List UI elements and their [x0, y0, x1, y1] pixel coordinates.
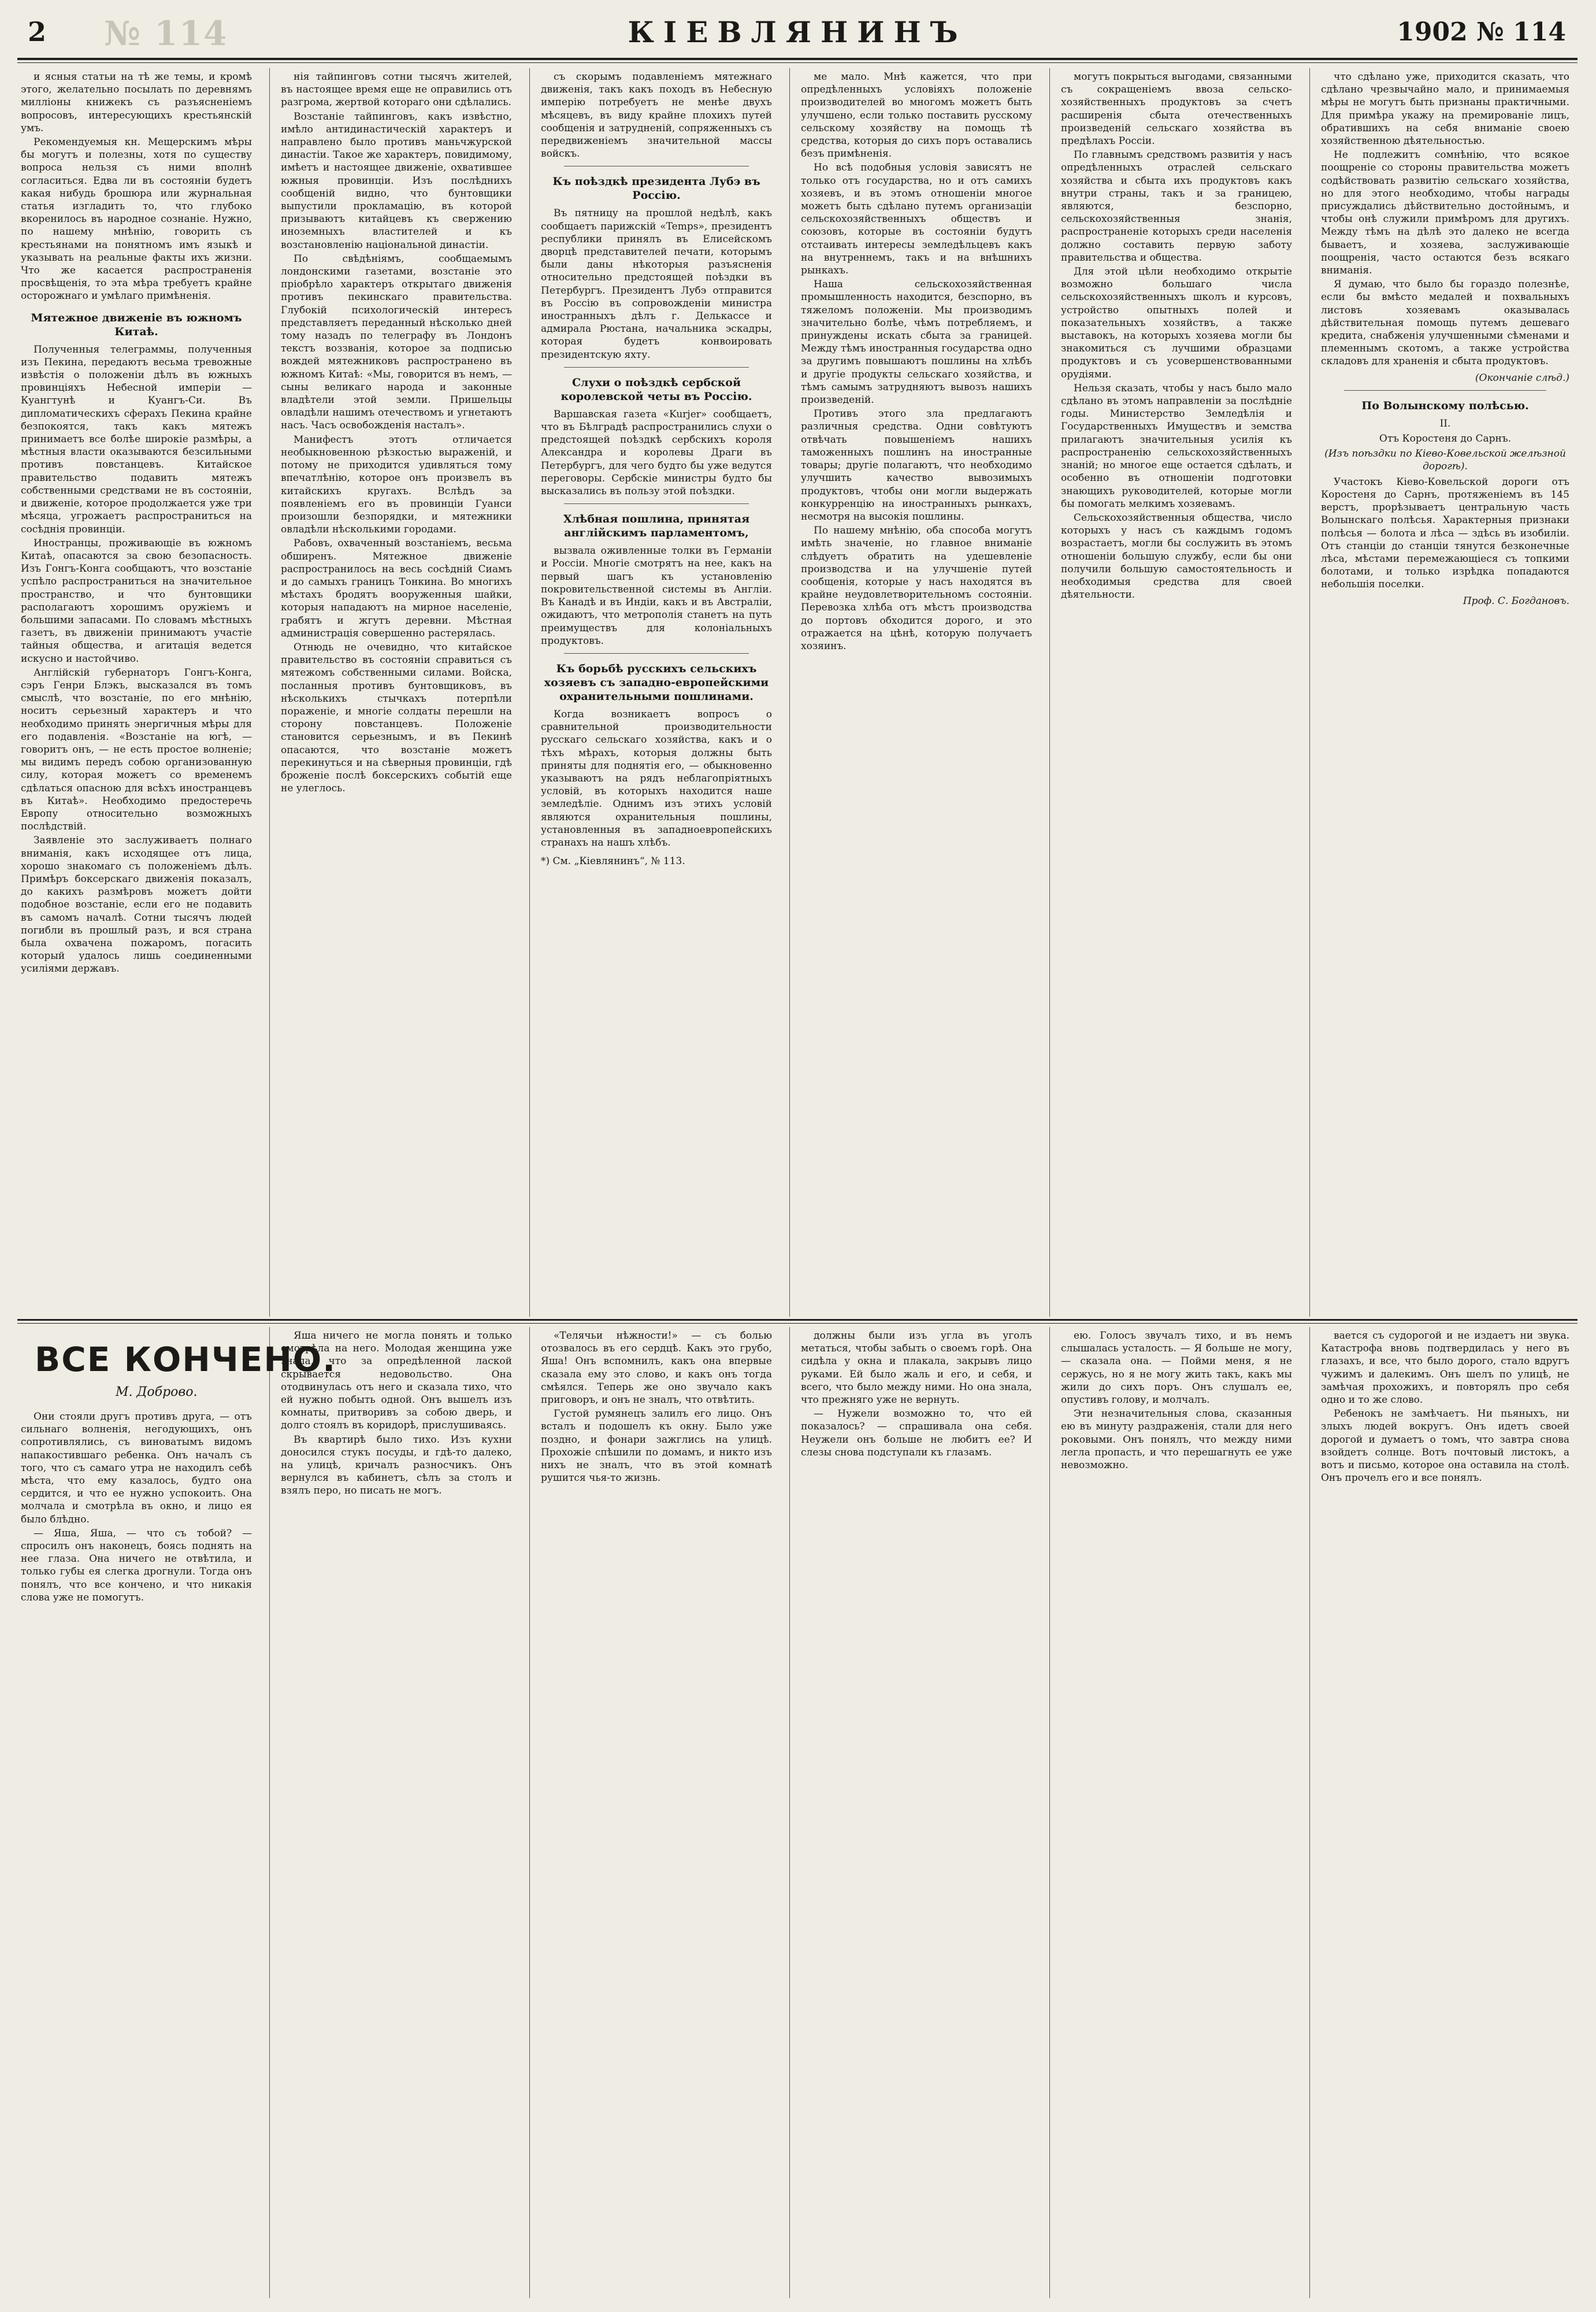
masthead-rule-thin [17, 62, 1578, 63]
column-rule [1309, 68, 1310, 1317]
page-number: 2 [28, 16, 47, 47]
section-separator [1344, 390, 1546, 391]
feuilleton-rule-thin [17, 1323, 1578, 1324]
paragraph: ме мало. Мнѣ кажется, что при опредѣленныхъ условіяхъ положеніе производителей во многомъ можетъ быть улучшено, если только поставить русскому сельскому хозяйству на помощь тѣ средства, которыя до сихъ поръ оставались безъ примѣненія. [801, 71, 1032, 160]
column-6 [1321, 71, 1569, 1307]
feuilleton-column-4 [801, 1329, 1032, 2289]
masthead [17, 10, 1578, 58]
column-rule [269, 68, 270, 1317]
paragraph: Яша ничего не могла понять и только смотрѣла на него. Молодая женщина уже знала, что за опредѣленной лаской скрывается недовольство. Она отодвинулась отъ него и сказала тихо, что ей нужно побыть одной. Онъ вышелъ изъ комнаты, притворивъ за собою дверь, и долго стоялъ въ коридорѣ, прислушиваясь. [281, 1330, 512, 1432]
paragraph: вызвала оживленные толки въ Германіи и Россіи. Многіе смотрятъ на нее, какъ на первый шагъ къ установленію покровительственной системы въ Англіи. Въ Канадѣ и въ Индіи, какъ и въ Австраліи, ожидаютъ, что метрополія станетъ на путь преимуществъ для колоніальныхъ продуктовъ. [541, 545, 772, 647]
feuilleton-column-2 [281, 1329, 512, 2289]
paragraph: ею. Голосъ звучалъ тихо, и въ немъ слышалась усталость. — Я больше не могу, — сказала она. — Пойми меня, я не сержусь, но я не могу жить такъ, какъ мы жили до сихъ поръ. Онъ слушалъ ее, опустивъ голову, и молчалъ. [1061, 1330, 1292, 1406]
paragraph: Участокъ Кіево-Ковельской дороги отъ Коростеня до Сарнъ, протяженіемъ въ 145 верстъ, прорѣзываетъ центральную часть Волынскаго полѣсья. Характерныя признаки полѣсья — болота и лѣса — здѣсь въ изобиліи. Отъ станціи до станціи тянутся безконечные лѣса, мѣстами перемежающіеся съ топкими болотами, и только изрѣдка попадаются небольшія поселки. [1321, 476, 1569, 591]
section-separator [564, 503, 749, 504]
issue-number: 1902 № 114 [1397, 17, 1566, 47]
section-separator [564, 653, 749, 654]
paragraph: что сдѣлано уже, приходится сказать, что сдѣлано чрезвычайно мало, и принимаемыя мѣры не могутъ быть признаны практичными. Для примѣра укажу на премированіе лицъ, обратившихъ на себя вниманіе своею хозяйственною дѣятельностью. [1321, 71, 1569, 147]
feuilleton-column-6 [1321, 1329, 1569, 2289]
article-subheading-note: (Изъ поѣздки по Кіево-Ковельской желѣзной дорогѣ). [1324, 448, 1566, 473]
feuilleton-author: М. Доброво. [116, 1385, 198, 1399]
paragraph: Англійскій губернаторъ Гонгъ-Конга, сэръ Генри Блэкъ, высказался въ томъ смыслѣ, что возстаніе, по его мнѣнію, носитъ серьезный характеръ и что необходимо принять энергичныя мѣры для его подавленія. «Возстаніе на югѣ, — говоритъ онъ, — не есть простое волненіе; мы видимъ передъ собою организованную силу, которая можетъ со временемъ сдѣлаться опасною для всѣхъ иностранцевъ въ Китаѣ». Необходимо предостеречь Европу относительно возможныхъ послѣдствій. [21, 666, 252, 833]
paragraph: По нашему мнѣнію, оба способа могутъ имѣть значеніе, но главное вниманіе слѣдуетъ обратить на удешевленіе производства и на улучшеніе путей сообщенія, которые у насъ находятся въ крайне неудовлетворительномъ состояніи. Перевозка хлѣба отъ мѣстъ производства до портовъ обходится дорого, и это отражается на цѣнѣ, которую получаетъ хозяинъ. [801, 525, 1032, 652]
paragraph: могутъ покрыться выгодами, связанными съ сокращеніемъ ввоза сельско-хозяйственныхъ продуктовъ за счетъ расширенія сбыта отечественныхъ произведеній сельскаго хозяйства въ предѣлахъ Россіи. [1061, 71, 1292, 147]
masthead-rule [17, 58, 1578, 60]
paragraph: Противъ этого зла предлагаютъ различныя средства. Одни совѣтуютъ отвѣчать повышеніемъ нашихъ таможенныхъ пошлинъ на иностранные товары; другіе полагаютъ, что необходимо улучшить качество вывозимыхъ продуктовъ, чтобы они могли выдержать конкурренцію на иностранныхъ рынкахъ, несмотря на высокія пошлины. [801, 408, 1032, 523]
paragraph: — Яша, Яша, — что съ тобой? — спросилъ онъ наконецъ, боясь поднять на нее глаза. Она ничего не отвѣтила, и только губы ея слегка дрогнули. Тогда онъ понялъ, что все кончено, и что никакія слова уже не помогутъ. [21, 1527, 252, 1603]
paragraph: Отнюдь не очевидно, что китайское правительство въ состояніи справиться съ мятежомъ собственными силами. Войска, посланныя противъ бунтовщиковъ, въ нѣсколькихъ стычкахъ потерпѣли пораженіе, и многіе солдаты перешли на сторону повстанцевъ. Положеніе становится серьезнымъ, и въ Пекинѣ опасаются, что возстаніе можетъ перекинуться и на сѣверныя провинціи, гдѣ броженіе послѣ боксерскихъ событій еще не улеглось. [281, 641, 512, 795]
column-rule [1049, 68, 1050, 1317]
column-rule [269, 1327, 270, 2298]
paragraph: Рабовъ, охваченный возстаніемъ, весьма обширенъ. Мятежное движеніе распространилось на весь соcѣдній Сиамъ и до самыхъ границъ Тонкина. Во многихъ мѣстахъ бродятъ вооруженныя шайки, которыя нападаютъ на мирное населеніе, грабятъ и жгутъ деревни. Мѣстная администрація совершенно растерялась. [281, 538, 512, 639]
article-subheading: Отъ Коростеня до Сарнъ. [1379, 433, 1512, 445]
footnote: *) См. „Кіевлянинъ“, № 113. [541, 855, 685, 868]
column-rule [1309, 1327, 1310, 2298]
section-separator [564, 367, 749, 368]
paragraph: Въ пятницу на прошлой недѣлѣ, какъ сообщаетъ парижскій «Temps», президентъ республики принялъ въ Елисейскомъ дворцѣ представителей печати, которымъ были даны нѣкоторыя разъясненія относительно предстоящей поѣздки въ Петербургъ. Президентъ Лубэ отправится въ Россію въ сопровожденіи министра иностранныхъ дѣлъ г. Делькассе и адмирала Рюстана, начальника эскадры, которая будетъ конвоировать президентскую яхту. [541, 208, 772, 361]
article-heading-china: Мятежное движеніе въ южномъ Китаѣ. [31, 311, 242, 338]
column-4 [801, 71, 1032, 1307]
feuilleton-column-1 [21, 1410, 252, 2289]
article-heading-serbia: Слухи о поѣздкѣ сербской королевской четы въ Россію. [561, 376, 752, 403]
paragraph: Я думаю, что было бы гораздо полезнѣе, если бы вмѣсто медалей и похвальныхъ листовъ хозяевамъ оказывалась дѣйствительная помощь путемъ дешеваго кредита, снабженія улучшенными сѣменами и племеннымъ скотомъ, а также устройства складовъ для храненія и сбыта продуктовъ. [1321, 279, 1569, 368]
paragraph: Въ квартирѣ было тихо. Изъ кухни доносился стукъ посуды, и гдѣ-то далеко, на улицѣ, кричалъ разносчикъ. Онъ вернулся въ кабинетъ, сѣлъ за столъ и взялъ перо, но писать не могъ. [281, 1433, 512, 1497]
paragraph: Сельскохозяйственныя общества, число которыхъ у насъ съ каждымъ годомъ возрастаетъ, могли бы сослужить въ этомъ отношеніи большую службу, если бы они получили большую самостоятельность и необходимыя средства для своей дѣятельности. [1061, 512, 1292, 601]
paragraph: — Нужели возможно то, что ей показалось? — спрашивала она себя. Неужели онъ больше не любитъ ее? И слезы снова подступали къ глазамъ. [801, 1408, 1032, 1458]
paragraph: вается съ судорогой и не издаетъ ни звука. Катастрофа вновь подтвердилась у него въ глазахъ, и все, что было дорого, стало вдругъ чужимъ и далекимъ. Онъ шелъ по улицѣ, не замѣчая прохожихъ, и повторялъ про себя одно и то же слово. [1321, 1330, 1569, 1406]
paragraph: Нельзя сказать, чтобы у насъ было мало сдѣлано въ этомъ направленіи за послѣдніе годы. Министерство Земледѣлія и Государственныхъ Имуществъ и земства прилагаютъ значительныя усилія къ распространенію сельскохозяйственныхъ знаній; но многое еще остается сдѣлать, и особенно въ отношеніи подготовки знающихъ руководителей, которые могли бы помогать мелкимъ хозяевамъ. [1061, 382, 1292, 510]
column-rule [529, 68, 530, 1317]
paragraph: Но всѣ подобныя условія зависятъ не только отъ государства, но и отъ самихъ хозяевъ, и въ этомъ отношеніи многое можетъ быть сдѣлано путемъ организаціи сельскохозяйственныхъ обществъ и союзовъ, которые въ состояніи будутъ отстаивать интересы земледѣльцевъ какъ на внутреннемъ, такъ и на внѣшнихъ рынкахъ. [801, 162, 1032, 277]
paragraph: Ребенокъ не замѣчаетъ. Ни пьяныхъ, ни злыхъ людей вокругъ. Онъ идетъ своей дорогой и думаетъ о томъ, что завтра снова взойдетъ солнце. Вотъ почтовый листокъ, а вотъ и письмо, которое она оставила на столѣ. Онъ прочелъ его и все понялъ. [1321, 1408, 1569, 1484]
column-2 [281, 71, 512, 1307]
column-rule [789, 68, 790, 1317]
paragraph: Заявленіе это заслуживаетъ полнаго вниманія, какъ исходящее отъ лица, хорошо знакомаго съ положеніемъ дѣлъ. Примѣръ боксерскаго движенія показалъ, до какихъ размѣровъ можетъ дойти подобное возстаніе, если его не подавить въ самомъ началѣ. Сотни тысячъ людей погибли въ прошлый разъ, и вся страна была охвачена пожаромъ, погасить который удалось лишь соединенными усиліями державъ. [21, 835, 252, 975]
paper-title: КІЕВЛЯНИНЪ [628, 15, 967, 49]
paragraph: Для этой цѣли необходимо открытіе возможно большаго числа сельскохозяйственныхъ школъ и курсовъ, устройство опытныхъ полей и показательныхъ хозяйствъ, а также выставокъ, на которыхъ хозяева могли бы знакомиться съ лучшими образцами продуктовъ и съ усовершенствованными орудіями. [1061, 266, 1292, 380]
paragraph: Манифестъ этотъ отличается необыкновенною рѣзкостью выраженій, и потому не приходится удивляться тому впечатлѣнію, которое онъ произвелъ въ китайскихъ кругахъ. Вслѣдъ за появленіемъ его въ провинціи Гуанси произошли безпорядки, и мятежники овладѣли нѣсколькими городами. [281, 433, 512, 536]
column-3 [541, 71, 772, 1307]
ghost-issue-number: № 114 [104, 14, 228, 53]
column-rule [529, 1327, 530, 2298]
article-heading-volyn: По Волынскому полѣсью. [1361, 399, 1529, 412]
paragraph: Наша сельскохозяйственная промышленность находится, безспорно, въ тяжеломъ положеніи. Мы производимъ значительно болѣе, чѣмъ потребляемъ, и принуждены искать сбыта за границей. Между тѣмъ иностранныя государства одно за другимъ повышаютъ пошлины на хлѣбъ и другіе продукты сельскаго хозяйства, и тѣмъ самымъ затрудняютъ вывозъ нашихъ произведеній. [801, 279, 1032, 406]
paragraph: должны были изъ угла въ уголъ метаться, чтобы забыть о своемъ горѣ. Она сидѣла у окна и плакала, закрывъ лицо руками. Ей было жаль и его, и себя, и всего, что было между ними. Но она знала, что прежняго уже не вернуть. [801, 1330, 1032, 1406]
paragraph: Возстаніе тайпинговъ, какъ извѣстно, имѣло антидинастическій характеръ и направлено было противъ маньчжурской династіи. Такое же характеръ, повидимому, имѣетъ и настоящее движеніе, охватившее южныя провинціи. Изъ послѣднихъ сообщеній видно, что бунтовщики выпустили прокламацію, въ которой призываютъ китайцевъ къ свержению иноземныхъ властителей и къ возстановленію національной династіи. [281, 110, 512, 251]
article-heading-grain-duty: Хлѣбная пошлина, принятая англійскимъ парламентомъ, [563, 513, 750, 540]
paragraph: Варшавская газета «Kurjer» сообщаетъ, что въ Бѣлградѣ распространились слухи о предстоящей поѣздкѣ сербскихъ короля Александра и королевы Драги въ Петербургъ, для чего будто бы уже ведутся переговоры. Сербскіе министры будто бы высказались въ пользу этой поѣздки. [541, 408, 772, 498]
column-5 [1061, 71, 1292, 1307]
paragraph: съ скорымъ подавленіемъ мятежнаго движенія, такъ какъ походъ въ Небесную имперію потребуетъ не менѣе двухъ мѣсяцевъ, въ виду крайне плохихъ путей сообщенія и затрудненій, сопряженныхъ съ передвиженіемъ значительной массы войскъ. [541, 71, 772, 160]
article-heading-agriculture: Къ борьбѣ русскихъ сельскихъ хозяевъ съ западно-европейскими охранительными пошлинами. [544, 662, 769, 703]
feuilleton-column-5 [1061, 1329, 1292, 2289]
continuation-note: (Окончаніе слѣд.) [1475, 372, 1569, 384]
paragraph: Не подлежитъ сомнѣнію, что всякое поощреніе со стороны правительства можетъ содѣйствовать развитію сельскаго хозяйства, но для этого необходимо, чтобы награды присуждались дѣйствительно достойнымъ, и чтобы онѣ служили примѣромъ для другихъ. Между тѣмъ на дѣлѣ это далеко не всегда бываетъ, и хозяева, заслуживающіе поощренія, часто остаются безъ всякаго вниманія. [1321, 149, 1569, 277]
feuilleton-column-3 [541, 1329, 772, 2289]
paragraph: По свѣдѣніямъ, сообщаемымъ лондонскими газетами, возстаніе это пріобрѣло характеръ открытаго движенія противъ пекинскаго правительства. Глубокій психологическій интересъ представляетъ переданный нѣсколько дней тому назадъ по телеграфу въ Лондонъ текстъ воззванія, которое за подписью вождей мятежниковъ распространено въ южномъ Китаѣ: «Мы, говорится въ немъ, — сыны великаго народа и законные владѣтели этой земли. Пришельцы овладѣли нашимъ отечествомъ и угнетаютъ насъ. Часъ освобожденія насталъ». [281, 253, 512, 432]
article-heading-loubet: Къ поѣздкѣ президента Лубэ въ Россію. [552, 175, 760, 202]
feuilleton-title: ВСЕ КОНЧЕНО. [35, 1340, 337, 1379]
paragraph: Густой румянецъ залилъ его лицо. Онъ всталъ и подошелъ къ окну. Было уже поздно, и фонари зажглись на улицѣ. Прохожіе спѣшили по домамъ, и никто изъ нихъ не зналъ, что въ этой комнатѣ рушится чья-то жизнь. [541, 1408, 772, 1484]
feuilleton-rule [17, 1319, 1578, 1321]
paragraph: и ясныя статьи на тѣ же темы, и кромѣ этого, желательно посылать по деревнямъ милліоны книжекъ съ разъясненіемъ вопросовъ, интересующихъ крестьянскій умъ. [21, 71, 252, 134]
paragraph: По главнымъ средствомъ развитія у насъ опредѣленныхъ отраслей сельскаго хозяйства и сбыта ихъ продуктовъ какъ внутри страны, такъ и за границею, являются, безспорно, сельскохозяйственныя знанія, распространеніе которыхъ среди населенія должно составить первую заботу правительства и общества. [1061, 149, 1292, 264]
paragraph: Полученныя телеграммы, полученныя изъ Пекина, передаютъ весьма тревожные извѣстія о положеніи дѣлъ въ южныхъ провинціяхъ Небесной имперіи — Куангтунѣ и Куангъ-Си. Въ дипломатическихъ сферахъ Пекина крайне безпокоятся, такъ какъ мятежъ принимаетъ все болѣе широкіе размѣры, а мѣстныя власти оказываются безсильными противъ повстанцевъ. Китайское правительство подавить мятежъ собственными средствами не въ состояніи, и движеніе, которое продолжается уже три мѣсяца, угрожаетъ распространиться на сосѣднія провинціи. [21, 343, 252, 535]
paragraph: Иностранцы, проживающіе въ южномъ Китаѣ, опасаются за свою безопасность. Изъ Гонгъ-Конга сообщаютъ, что возстаніе успѣло распространиться на значительное пространство, и что бунтовщики располагаютъ хорошимъ оружіемъ и большими запасами. По словамъ мѣстныхъ газетъ, въ движеніи принимаютъ участіе тайныя общества, и агитація ведется искусно и настойчиво. [21, 537, 252, 665]
column-rule [1049, 1327, 1050, 2298]
paragraph: Они стояли другъ противъ друга, — отъ сильнаго волненія, негодующихъ, онъ сопротивлялись, съ виноватымъ видомъ напакостившаго ребенка. Онъ началъ съ того, что съ самаго утра не находилъ себѣ мѣста, что ему казалось, будто она сердится, и что ее нужно успокоить. Она молчала и смотрѣла въ окно, и лицо ея было блѣдно. [21, 1411, 252, 1525]
paragraph: «Телячьи нѣжности!» — съ болью отозвалось въ его сердцѣ. Какъ это грубо, Яша! Онъ вспомнилъ, какъ она впервые сказала ему это слово, и какъ онъ тогда смѣялся. Теперь же оно звучало какъ приговоръ, и онъ не зналъ, что отвѣтить. [541, 1330, 772, 1406]
paragraph: Рекомендуемыя кн. Мещерскимъ мѣры бы могутъ и полезны, хотя по существу вопроса нельзя съ ними вполнѣ согласиться. Едва ли въ состояніи будетъ какая нибудь брошюра или журнальная статья изгладить то, что глубоко вкоренилось въ народное сознаніе. Нужно, по нашему мнѣнію, говорить съ крестьянами на понятномъ имъ языкѣ и указывать на реальные факты ихъ жизни. Что же касается распространенія просвѣщенія, то эта мѣра требуетъ крайне осторожнаго и умѣлаго примѣненія. [21, 136, 252, 302]
part-number: II. [1439, 417, 1451, 429]
author-signature: Проф. С. Богдановъ. [1463, 595, 1569, 607]
column-rule [789, 1327, 790, 2298]
paragraph: нія тайпинговъ сотни тысячъ жителей, въ настоящее время еще не оправились отъ разгрома, жертвой котораго они сдѣлались. [281, 71, 512, 109]
paragraph: Когда возникаетъ вопросъ о сравнительной производительности русскаго сельскаго хозяйства, какъ и о тѣхъ мѣрахъ, которыя должны быть приняты для поднятія его, — обыкновенно указываютъ на рядъ неблагопріятныхъ условій, въ которыхъ находится наше земледѣліе. Однимъ изъ этихъ условій являются охранительныя пошлины, установленныя въ западноевропейскихъ странахъ на нашъ хлѣбъ. [541, 708, 772, 849]
column-1 [21, 71, 252, 1307]
paragraph: Эти незначительныя слова, сказанныя ею въ минуту раздраженія, стали для него роковыми. Онъ понялъ, что между ними легла пропасть, и что перешагнуть ее уже невозможно. [1061, 1408, 1292, 1472]
